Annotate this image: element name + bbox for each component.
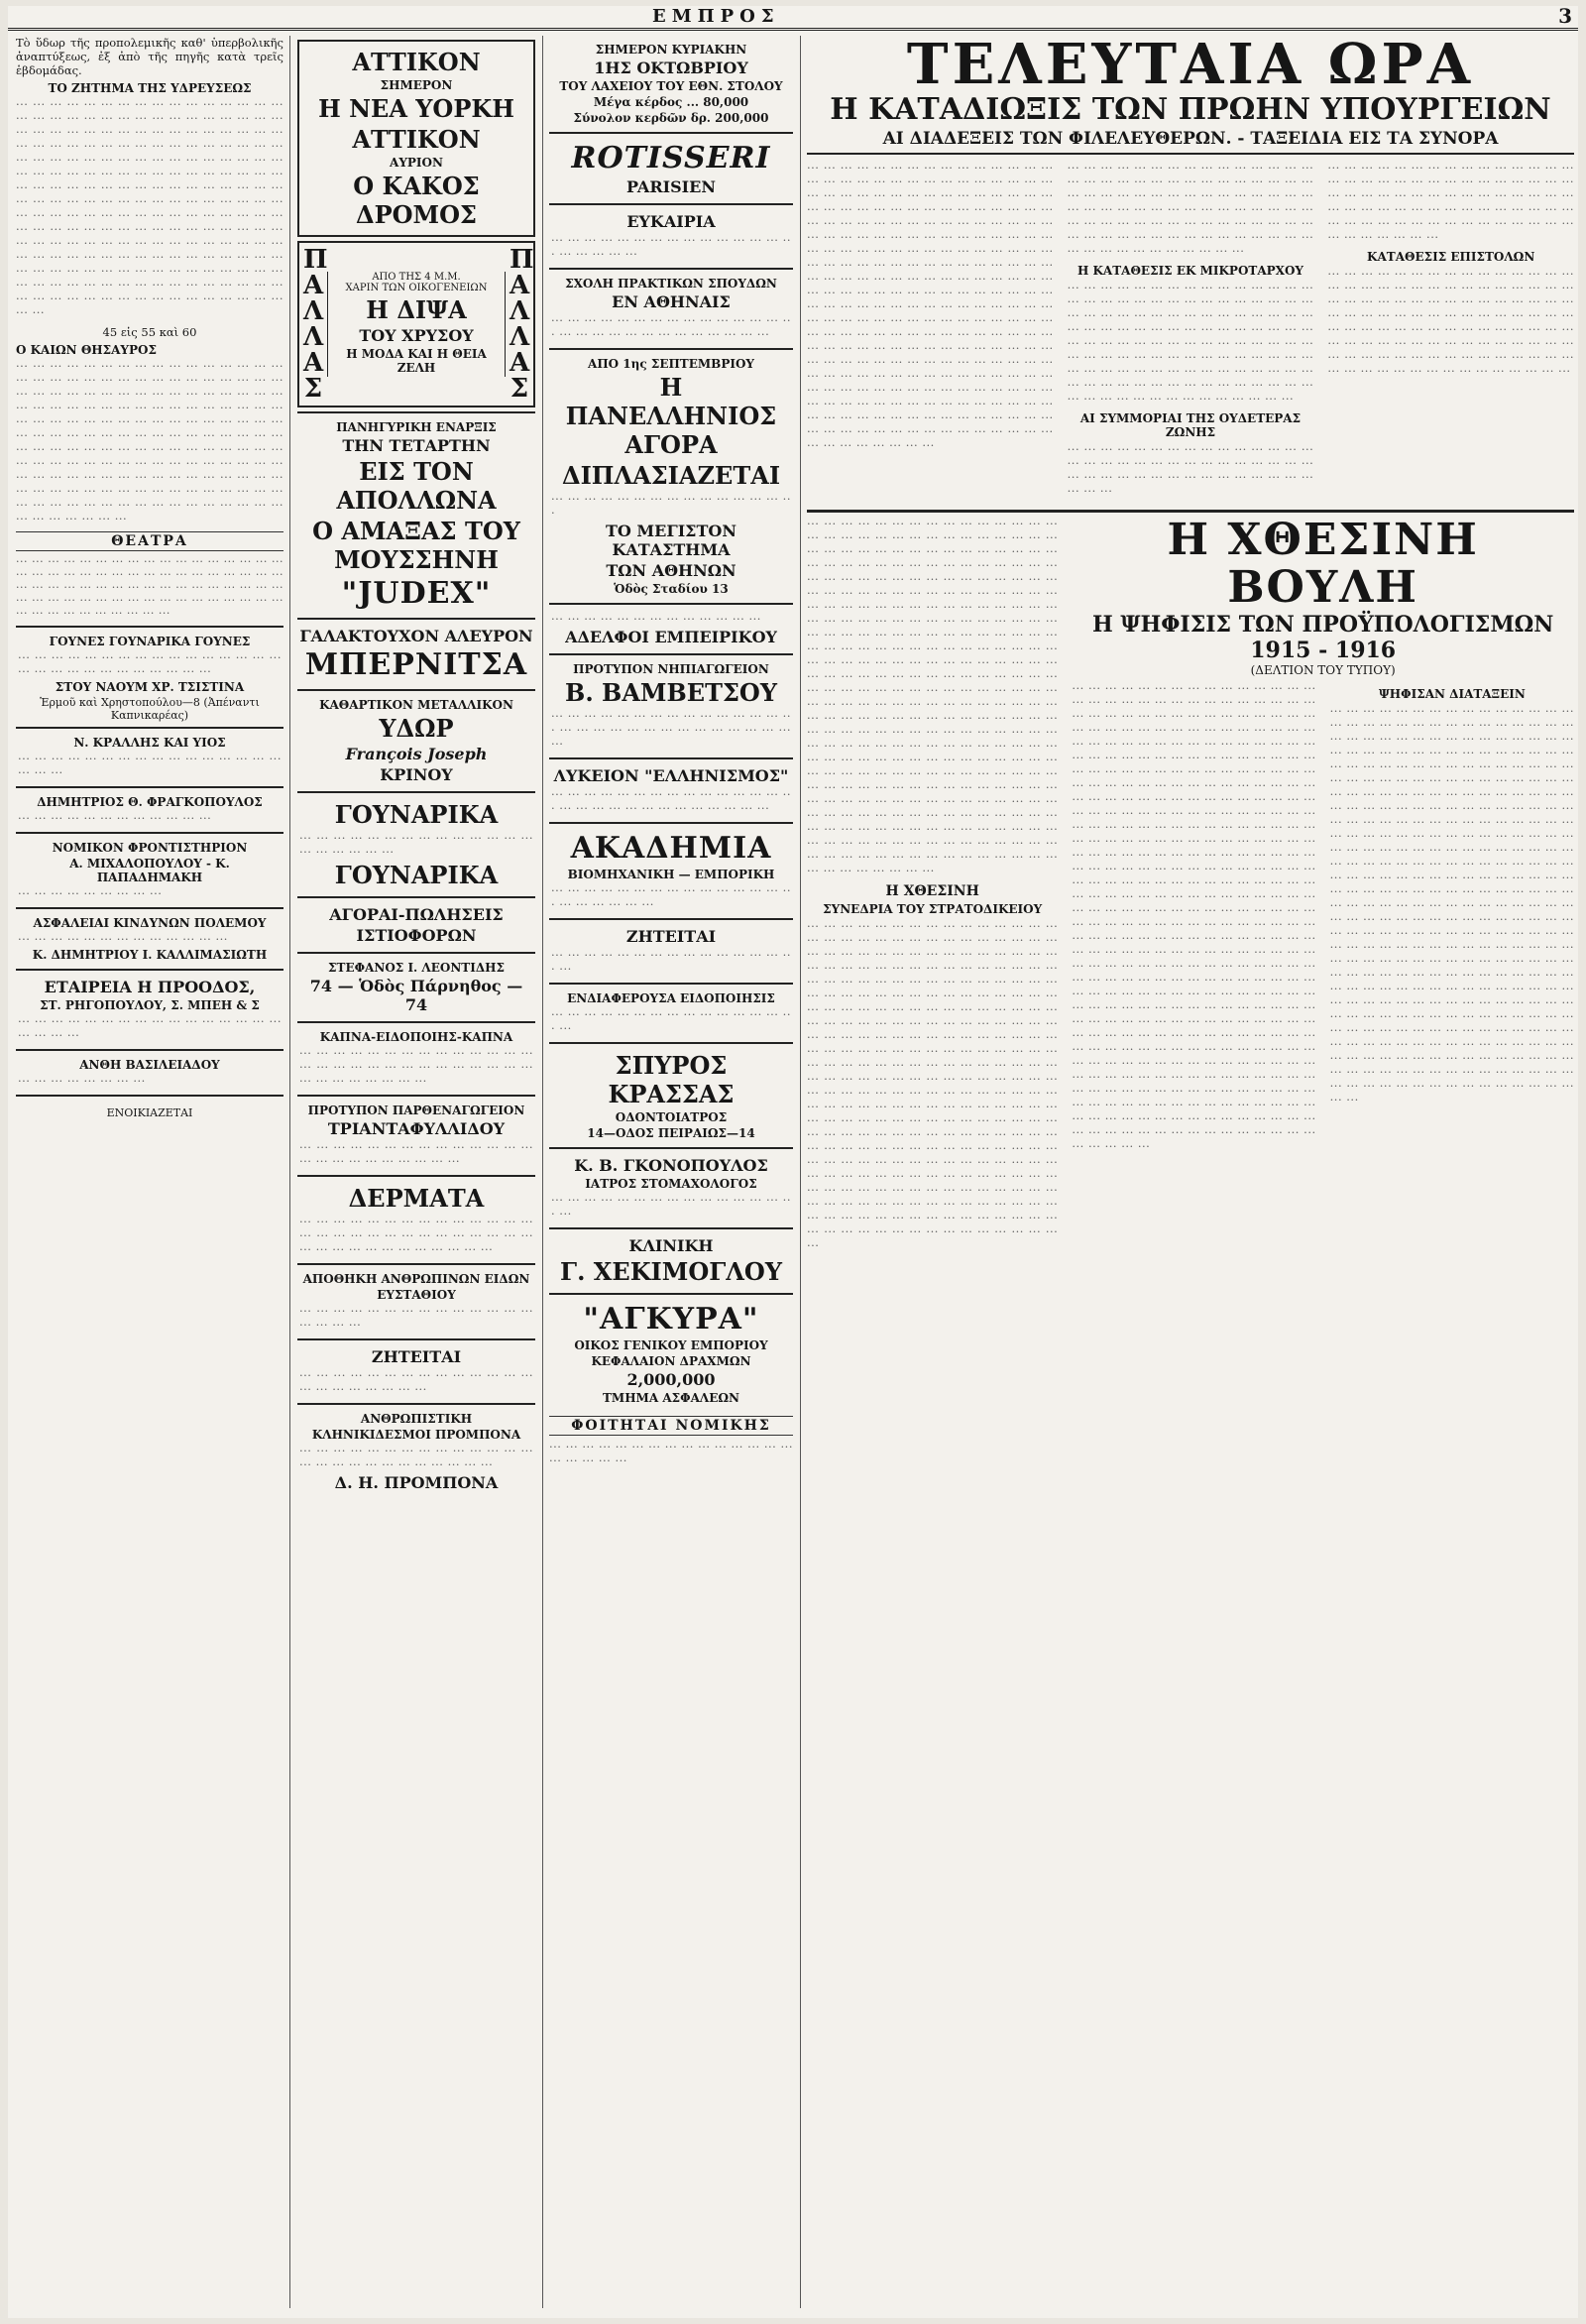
ad-fragkopoulos-body: ··· ··· ··· ··· ··· ··· ··· ··· ··· ··· ··· ··· xyxy=(18,811,212,825)
ad-water-pharmacy: ΚΡΙΝΟΥ xyxy=(380,765,453,784)
parliament-headline: Η ΧΘΕΣΙΝΗ ΒΟΥΛΗ xyxy=(1167,515,1479,613)
ad-prompona-name: Δ. Η. ΠΡΟΜΠΟΝΑ xyxy=(334,1473,499,1492)
ad-frontistirion-names: Α. ΜΙΧΑΛΟΠΟΥΛΟΥ - Κ. ΠΑΠΑΔΗΜΑΚΗ xyxy=(69,857,230,884)
ad-prodos-title: ΕΤΑΙΡΕΙΑ Η ΠΡΟΟΔΟΣ, xyxy=(44,978,256,996)
ad-lottery-today: ΣΗΜΕΡΟΝ ΚΥΡΙΑΚΗΝ xyxy=(595,43,747,57)
ad-clinic-title: ΚΛΙΝΙΚΗ xyxy=(628,1236,714,1255)
column-rule xyxy=(800,36,801,2308)
ad-water-type: ΚΑΘΑΡΤΙΚΟΝ ΜΕΤΑΛΛΙΚΟΝ xyxy=(319,698,513,712)
ad-school-title: ΠΡΟΤΥΠΟΝ ΠΑΡΘΕΝΑΓΩΓΕΙΟΝ xyxy=(307,1104,525,1117)
ad-warehouse-name: ΕΥΣΤΑΘΙΟΥ xyxy=(377,1288,456,1302)
ad-notice xyxy=(549,983,793,1042)
ad-pallas-film: Η ΔΙΨΑ xyxy=(366,295,467,324)
ad-agkyra-amount: 2,000,000 xyxy=(626,1370,716,1389)
ad-leontidis-address: 74 — Ὁδὸς Πάρνηθος — 74 xyxy=(309,977,523,1014)
ad-pallas-cinema xyxy=(297,241,535,407)
ad-furs-shop: ΣΤΟΥ ΝΑΟΥΜ ΧΡ. ΤΣΙΣΤΙΝΑ xyxy=(55,680,245,694)
subhead-symmories: ΑΙ ΣΥΜΜΟΡΙΑΙ ΤΗΣ ΟΥΔΕΤΕΡΑΣ ΖΩΝΗΣ xyxy=(1079,411,1302,439)
ad-lottery-name: ΤΟΥ ΛΑΧΕΙΟΥ ΤΟΥ ΕΘΝ. ΣΤΟΛΟΥ xyxy=(559,79,783,93)
ad-insurance xyxy=(16,907,283,969)
ad-attikon-today: ΣΗΜΕΡΟΝ xyxy=(380,78,453,92)
ad-efkairia-title: ΕΥΚΑΙΡΙΑ xyxy=(626,212,716,231)
ad-notice-body: ··· ··· ··· ··· ··· ··· ··· ··· ··· ··· ··· ··· ··· ··· ··· ··· xyxy=(551,1007,791,1035)
lead-subheadline: Η ΚΑΤΑΔΙΩΞΙΣ ΤΩΝ ΠΡΩΗΝ ΥΠΟΥΡΓΕΙΩΝ xyxy=(830,92,1551,127)
parliament-text-columns xyxy=(1072,681,1574,1159)
ad-clinic-name: Γ. ΧΕΚΙΜΟΓΛΟΥ xyxy=(560,1257,782,1286)
ad-rent-title: ΕΝΟΙΚΙΑΖΕΤΑΙ xyxy=(106,1106,193,1119)
ad-lottery-prize: Μέγα κέρδος ... 80,000 xyxy=(593,95,749,109)
parliament-body: ··· ··· ··· ··· ··· ··· ··· ··· ··· ··· ··· ··· ··· ··· ··· ··· ··· ··· ··· ··· ··· ··· ··· ··· ··· ··· ··· ··· ··· ··· ··· ··· ··· ··· ··· ··· ··· ··· ··· ··· ··· ··· ··· ··· ··· ··· ··· ··· ··· ··· ··· ··· ··· ··· ··· ··· ··· ··· ··· ··· ··· ··· ··· ··· ··· ··· ··· ··· ··· ··· ··· ··· ··· ··· ··· ··· ··· ··· ··· ··· ··· ··· ··· ··· ··· ··· ··· ··· ··· ··· ··· ··· ··· ··· ··· ··· ··· ··· ··· ··· ··· ··· ··· ··· ··· ··· ··· ··· ··· ··· ··· ··· ··· ··· ··· ··· ··· ··· ··· ··· ··· ··· ··· ··· ··· ··· ··· ··· ··· ··· ··· ··· ··· ··· ··· ··· ··· ··· ··· ··· ··· ··· ··· ··· ··· ··· ··· ··· ··· ··· ··· ··· ··· ··· ··· ··· ··· ··· ··· ··· ··· ··· ··· ··· ··· ··· ··· ··· ··· ··· ··· ··· ··· ··· ··· ··· ··· ··· ··· ··· ··· ··· ··· ··· ··· ··· ··· ··· ··· ··· ··· ··· ··· ··· ··· ··· ··· ··· ··· ··· ··· ··· ··· ··· ··· ··· ··· ··· ··· ··· ··· ··· ··· ··· ··· ··· ··· ··· ··· ··· ··· ··· ··· ··· ··· ··· ··· ··· ··· ··· ··· ··· ··· ··· ··· ··· ··· ··· ··· ··· ··· ··· ··· ··· ··· ··· ··· ··· ··· ··· ··· ··· ··· ··· ··· ··· ··· ··· ··· ··· ··· ··· ··· ··· ··· ··· ··· ··· ··· ··· ··· ··· ··· ··· ··· ··· ··· ··· ··· ··· ··· ··· ··· ··· ··· ··· ··· ··· ··· ··· ··· ··· ··· ··· ··· ··· ··· ··· ··· ··· ··· ··· ··· ··· ··· ··· ··· ··· ··· ··· ··· ··· ··· ··· ··· ··· ··· ··· ··· ··· ··· ··· ··· ··· ··· ··· ··· ··· ··· ··· ··· ··· ··· ··· ··· ··· ··· ··· ··· ··· ··· ··· ··· ··· ··· ··· ··· ··· ··· ··· ··· ··· ··· ··· ··· ··· ··· ··· ··· ··· ··· ··· ··· ··· ··· ··· ··· ··· ··· ··· ··· ··· ··· ··· ··· ··· ··· ··· ··· ··· ··· ··· ··· ··· ··· ··· ··· ··· ··· ··· ··· ··· ··· ··· ··· ··· ··· ··· ··· ··· ··· ··· ··· ··· ··· ··· ··· ··· ··· ··· ··· ··· ··· ··· ··· ··· ··· ··· ··· ··· ··· ··· ··· ··· ··· ··· ··· ··· ··· ··· ··· ··· ··· ··· ··· ··· ··· ··· ··· ··· ··· ··· ··· ··· ··· ··· ··· ··· ··· ··· ··· ··· ··· ··· ··· ··· ··· ··· ··· ··· ··· ··· ··· ··· ··· ··· ··· ··· ··· ··· ··· ··· ··· ··· ··· ··· ··· ··· ··· ··· ··· ··· ··· ··· ··· ··· ··· ··· ··· ··· ··· ··· ··· ··· ··· ··· ··· ··· ··· ··· xyxy=(1072,681,1316,1153)
ad-wanted-2-title: ΖΗΤΕΙΤΑΙ xyxy=(625,927,717,946)
ad-pallas-date: ΑΠΟ ΤΗΣ 4 Μ.Μ. xyxy=(372,272,461,283)
newspaper-name: ΕΜΠΡΟΣ xyxy=(652,6,780,27)
ad-empeirikou-body: ··· ··· ··· ··· ··· ··· ··· ··· ··· ··· ··· ··· ··· xyxy=(551,612,761,626)
ad-agora-athens: ΤΩΝ ΑΘΗΝΩΝ xyxy=(606,561,736,580)
ad-agora-doubles: ΔΙΠΛΑΣΙΑΖΕΤΑΙ xyxy=(561,461,781,490)
ad-krassas-name: ΣΠΥΡΟΣ ΚΡΑΣΣΑΣ xyxy=(608,1051,735,1108)
ad-warehouse-title: ΑΠΟΘΗΚΗ ΑΝΘΡΩΠΙΝΩΝ ΕΙΔΩΝ xyxy=(302,1272,530,1286)
ad-bernitsa xyxy=(297,618,535,689)
ad-gkonopoulos xyxy=(549,1147,793,1227)
parliament-left-col xyxy=(807,517,1058,1258)
ad-vasileiadou xyxy=(16,1049,283,1095)
ad-clinic xyxy=(549,1227,793,1293)
lead-story-body: ··· ··· ··· ··· ··· ··· ··· ··· ··· ··· ··· ··· ··· ··· ··· ··· ··· ··· ··· ··· ··· ··· ··· ··· ··· ··· ··· ··· ··· ··· ··· ··· ··· ··· ··· ··· ··· ··· ··· ··· ··· ··· ··· ··· ··· ··· ··· ··· ··· ··· ··· ··· ··· ··· ··· ··· ··· ··· ··· ··· ··· ··· ··· ··· ··· ··· ··· ··· ··· ··· ··· ··· ··· ··· ··· ··· ··· ··· ··· ··· ··· ··· ··· ··· ··· ··· ··· ··· ··· ··· ··· ··· ··· ··· ··· ··· ··· ··· ··· ··· ··· ··· ··· ··· ··· ··· ··· ··· ··· ··· ··· ··· ··· ··· ··· ··· ··· ··· ··· ··· ··· ··· ··· ··· ··· ··· ··· ··· ··· ··· ··· ··· ··· ··· xyxy=(1067,281,1314,406)
lead-story-col-1 xyxy=(807,161,1054,504)
ad-krallis-body: ··· ··· ··· ··· ··· ··· ··· ··· ··· ··· ··· ··· ··· ··· ··· ··· ··· ··· ··· xyxy=(18,752,282,779)
ad-furs xyxy=(16,626,283,727)
ad-pallas-film-2: ΤΟΥ ΧΡΥΣΟΥ xyxy=(359,326,474,345)
ad-gounarika xyxy=(297,791,535,896)
ad-leontidis-name: ΣΤΕΦΑΝΟΣ Ι. ΛΕΟΝΤΙΔΗΣ xyxy=(328,961,505,975)
parliament-right-col xyxy=(1072,517,1574,1258)
ad-efkairia xyxy=(549,203,793,268)
lead-story-col-2 xyxy=(1068,161,1314,504)
ad-girls-school xyxy=(297,1095,535,1175)
ad-rotisserie-title: ROTISSERI xyxy=(571,141,771,175)
lead-subheadline-2: ΑΙ ΔΙΑΔΕΞΕΙΣ ΤΩΝ ΦΙΛΕΛΕΥΘΕΡΩΝ. - ΤΑΞΕΙΔΙΑ ΕΙΣ ΤΑ ΣΥΝΟΡΑ xyxy=(807,129,1574,155)
article-title-water: ΤΟ ΖΗΤΗΜΑ ΤΗΣ ΥΔΡΕΥΣΕΩΣ xyxy=(48,81,252,95)
ad-wanted-title: ΖΗΤΕΙΤΑΙ xyxy=(371,1347,462,1366)
ad-bernitsa-product: ΓΑΛΑΚΤΟΥΧΟΝ ΑΛΕΥΡΟΝ xyxy=(299,627,533,645)
lead-story-columns xyxy=(807,161,1574,504)
article-title-treasure: Ο ΚΑΙΩΝ ΘΗΣΑΥΡΟΣ xyxy=(16,343,157,357)
ad-pallas-line: ΧΑΡΙΝ ΤΩΝ ΟΙΚΟΓΕΝΕΙΩΝ xyxy=(345,283,488,293)
ad-prompona-body: ··· ··· ··· ··· ··· ··· ··· ··· ··· ··· ··· ··· ··· ··· ··· ··· ··· ··· ··· ··· ··· ··· ··· ··· ··· ··· xyxy=(299,1444,533,1471)
ad-agkyra-capital: ΚΕΦΑΛΑΙΟΝ ΔΡΑΧΜΩΝ xyxy=(591,1354,751,1368)
ad-agora-title: Η ΠΑΝΕΛΛΗΝΙΟΣ ΑΓΟΡΑ xyxy=(565,373,777,459)
ad-academy xyxy=(549,822,793,918)
ad-dermata-body: ··· ··· ··· ··· ··· ··· ··· ··· ··· ··· ··· ··· ··· ··· ··· ··· ··· ··· ··· ··· ··· ··· ··· ··· ··· ··· ··· ··· ··· ··· ··· ··· ··· ··· ··· ··· ··· ··· ··· ··· xyxy=(299,1215,533,1256)
ad-rent xyxy=(16,1095,283,1125)
masthead xyxy=(8,6,1578,31)
article-intro: Τὸ ὕδωρ τῆς προπολεμικῆς καθ' ὑπερβολικῆς ἀναπτύξεως, ἐξ ἀπὸ τῆς πηγῆς κατὰ τρεῖς ἑβδομάδας. xyxy=(16,36,283,77)
stratodikeio-title-1: Η ΧΘΕΣΙΝΗ xyxy=(885,883,979,899)
lead-story-body: ··· ··· ··· ··· ··· ··· ··· ··· ··· ··· ··· ··· ··· ··· ··· ··· ··· ··· ··· ··· ··· ··· ··· ··· ··· ··· ··· ··· ··· ··· ··· ··· ··· ··· ··· ··· ··· ··· ··· ··· ··· ··· ··· ··· ··· ··· ··· ··· xyxy=(1067,442,1314,498)
ad-prompona xyxy=(297,1403,535,1499)
article-body: ··· ··· ··· ··· ··· ··· ··· ··· ··· ··· ··· ··· ··· ··· ··· ··· ··· ··· ··· ··· ··· ··· ··· ··· ··· ··· ··· ··· ··· ··· ··· ··· ··· ··· ··· ··· ··· ··· ··· ··· ··· ··· ··· ··· ··· ··· ··· ··· ··· ··· ··· ··· ··· ··· ··· ··· ··· ··· ··· ··· ··· ··· ··· ··· ··· ··· ··· ··· ··· ··· ··· ··· ··· ··· ··· ··· ··· ··· ··· ··· ··· ··· ··· ··· ··· ··· ··· ··· ··· ··· ··· ··· ··· ··· ··· ··· ··· ··· ··· ··· ··· ··· ··· ··· ··· ··· ··· ··· ··· ··· ··· ··· ··· ··· ··· ··· ··· ··· ··· ··· ··· ··· ··· ··· ··· ··· ··· ··· ··· ··· ··· ··· ··· ··· ··· ··· ··· ··· ··· ··· ··· ··· ··· ··· ··· ··· ··· ··· ··· ··· ··· ··· ··· ··· ··· ··· ··· ··· ··· ··· ··· ··· ··· ··· ··· ··· ··· ··· ··· ··· ··· ··· ··· ··· ··· ··· ··· ··· ··· ··· ··· ··· ··· xyxy=(16,359,283,525)
ad-pallas-letters: Π Α Λ Λ Α Σ xyxy=(303,245,328,404)
article-law-students: ··· ··· ··· ··· ··· ··· ··· ··· ··· ··· ··· ··· ··· ··· ··· ··· ··· ··· ··· ··· xyxy=(549,1440,793,1467)
ad-gkonopoulos-title: ΙΑΤΡΟΣ ΣΤΟΜΑΧΟΛΟΓΟΣ xyxy=(585,1177,757,1191)
article-body: ··· ··· ··· ··· ··· ··· ··· ··· ··· ··· ··· ··· ··· ··· ··· ··· ··· ··· ··· ··· ··· ··· ··· ··· ··· ··· ··· ··· ··· ··· ··· ··· ··· ··· ··· ··· ··· ··· ··· ··· ··· ··· ··· ··· ··· ··· ··· ··· ··· ··· ··· ··· ··· ··· ··· ··· ··· ··· ··· ··· ··· ··· ··· ··· ··· ··· ··· ··· ··· ··· ··· ··· ··· ··· ··· ··· ··· ··· ··· ··· ··· ··· ··· ··· ··· ··· ··· ··· ··· ··· ··· ··· ··· ··· ··· ··· ··· ··· ··· ··· ··· ··· ··· ··· ··· ··· ··· ··· ··· ··· ··· ··· ··· ··· ··· ··· ··· ··· ··· ··· ··· ··· ··· ··· ··· ··· ··· ··· ··· ··· ··· ··· ··· ··· ··· ··· ··· ··· ··· ··· ··· ··· ··· ··· ··· ··· ··· ··· ··· ··· ··· ··· ··· ··· ··· ··· ··· ··· ··· ··· ··· ··· ··· ··· ··· ··· ··· ··· ··· ··· ··· ··· ··· ··· ··· ··· ··· ··· ··· ··· ··· ··· ··· ··· ··· ··· ··· ··· ··· ··· ··· ··· ··· ··· ··· ··· ··· ··· ··· ··· ··· ··· ··· ··· ··· ··· ··· ··· ··· ··· ··· ··· ··· ··· ··· ··· ··· ··· ··· ··· ··· ··· ··· ··· ··· ··· ··· ··· ··· ··· ··· ··· ··· ··· ··· ··· ··· ··· ··· ··· ··· ··· xyxy=(16,97,283,319)
ad-apollon-opening: ΠΑΝΗΓΥΡΙΚΗ ΕΝΑΡΞΙΣ xyxy=(336,420,497,434)
parliament-note: (ΔΕΛΤΙΟΝ ΤΟΥ ΤΥΠΟΥ) xyxy=(1250,663,1396,677)
ad-wanted-2-body: ··· ··· ··· ··· ··· ··· ··· ··· ··· ··· ··· ··· ··· ··· ··· ··· xyxy=(551,948,791,976)
ad-agkyra-title: "ΑΓΚΥΡΑ" xyxy=(583,1302,759,1336)
ad-sailboats xyxy=(297,896,535,952)
ad-vasileiadou-body: ··· ··· ··· ··· ··· ··· ··· ··· xyxy=(18,1074,146,1088)
ad-frontistirion xyxy=(16,832,283,907)
ad-agkyra xyxy=(549,1293,793,1412)
ad-academy-body: ··· ··· ··· ··· ··· ··· ··· ··· ··· ··· ··· ··· ··· ··· ··· ··· ··· ··· ··· ··· ··· xyxy=(551,883,791,911)
ad-practical-school xyxy=(549,268,793,348)
ad-attikon-film: Η ΝΕΑ ΥΟΡΚΗ xyxy=(318,94,514,123)
ad-agkyra-sub: ΟΙΚΟΣ ΓΕΝΙΚΟΥ ΕΜΠΟΡΙΟΥ xyxy=(574,1338,768,1352)
stat-line: 45 εἰς 55 καὶ 60 xyxy=(102,325,197,339)
ad-water-title: ΥΔΩΡ xyxy=(379,714,454,743)
lead-story-area xyxy=(807,36,1574,2308)
ad-agora-address: Ὁδὸς Σταδίου 13 xyxy=(614,582,729,596)
ad-academy-sub: ΒΙΟΜΗΧΑΝΙΚΗ — ΕΜΠΟΡΙΚΗ xyxy=(567,868,775,881)
lead-story-col-3 xyxy=(1327,161,1574,504)
ad-pallas-film-3: Η ΜΟΔΑ ΚΑΙ Η ΘΕΙΑ ΖΕΛΗ xyxy=(346,347,487,375)
lead-story-body: ··· ··· ··· ··· ··· ··· ··· ··· ··· ··· ··· ··· ··· ··· ··· ··· ··· ··· ··· ··· ··· ··· ··· ··· ··· ··· ··· ··· ··· ··· ··· ··· ··· ··· ··· ··· ··· ··· ··· ··· ··· ··· ··· ··· ··· ··· ··· ··· ··· ··· ··· ··· ··· ··· ··· ··· ··· ··· ··· ··· ··· ··· ··· ··· ··· ··· ··· ··· ··· ··· ··· ··· ··· ··· ··· ··· ··· ··· ··· ··· ··· ··· ··· ··· ··· ··· ··· ··· ··· ··· ··· ··· ··· ··· ··· ··· ··· ··· ··· ··· ··· xyxy=(1067,161,1314,258)
ad-school-body: ··· ··· ··· ··· ··· ··· ··· ··· ··· ··· ··· ··· ··· ··· ··· ··· ··· ··· ··· ··· ··· ··· ··· ··· xyxy=(299,1140,533,1168)
ad-gkonopoulos-body: ··· ··· ··· ··· ··· ··· ··· ··· ··· ··· ··· ··· ··· ··· ··· ··· xyxy=(551,1193,791,1220)
ad-fragkopoulos-title: ΔΗΜΗΤΡΙΟΣ Θ. ΦΡΑΓΚΟΠΟΥΛΟΣ xyxy=(37,795,263,809)
ad-judex: "JUDEX" xyxy=(341,576,492,611)
ad-pallas-letters-right: Π Α Λ Λ Α Σ xyxy=(510,245,534,404)
ad-kindergarten-name: Β. ΒΑΜΒΕΤΣΟΥ xyxy=(565,678,777,707)
ad-attikon-tomorrow: ΑΥΡΙΟΝ xyxy=(390,156,443,170)
ad-sailboats-sub: ΙΣΤΙΟΦΟΡΩΝ xyxy=(356,926,477,945)
ad-school-name: ΤΡΙΑΝΤΑΦΥΛΛΙΔΟΥ xyxy=(327,1119,506,1138)
ad-gkonopoulos-name: Κ. Β. ΓΚΟΝΟΠΟΥΛΟΣ xyxy=(574,1156,768,1175)
ad-vasileiadou-title: ΑΝΘΗ ΒΑΣΙΛΕΙΑΔΟΥ xyxy=(79,1058,220,1072)
ad-attikon-cinema xyxy=(297,40,535,237)
ad-lyceum-body: ··· ··· ··· ··· ··· ··· ··· ··· ··· ··· ··· ··· ··· ··· ··· ··· ··· ··· ··· ··· ··· ··· ··· ··· ··· ··· ··· ··· xyxy=(551,787,791,815)
lead-story-body: ··· ··· ··· ··· ··· ··· ··· ··· ··· ··· ··· ··· ··· ··· ··· ··· ··· ··· ··· ··· ··· ··· ··· ··· ··· ··· ··· ··· ··· ··· ··· ··· ··· ··· ··· ··· ··· ··· ··· ··· ··· ··· ··· ··· ··· ··· ··· ··· ··· ··· ··· ··· ··· ··· ··· ··· ··· ··· ··· ··· ··· ··· ··· ··· ··· ··· ··· ··· ··· ··· ··· ··· ··· ··· ··· ··· ··· ··· ··· ··· ··· ··· ··· ··· ··· ··· ··· ··· ··· ··· ··· ··· ··· ··· ··· ··· ··· ··· ··· ··· ··· ··· ··· ··· ··· ··· ··· ··· ··· ··· ··· ··· ··· ··· ··· ··· ··· ··· ··· ··· xyxy=(1327,267,1574,378)
column-2 xyxy=(297,36,535,2308)
ad-sailboats-title: ΑΓΟΡΑΙ-ΠΩΛΗΣΕΙΣ xyxy=(329,905,504,924)
ad-attikon-title: ΑΤΤΙΚΟΝ xyxy=(352,48,481,76)
lead-headline: ΤΕΛΕΥΤΑΙΑ ΩΡΑ xyxy=(906,36,1475,97)
column-1 xyxy=(16,36,283,2308)
ad-practical-city: ΕΝ ΑΘΗΝΑΙΣ xyxy=(612,292,731,311)
ad-insurance-body: ··· ··· ··· ··· ··· ··· ··· ··· ··· ··· ··· ··· ··· xyxy=(18,932,228,946)
column-rule xyxy=(289,36,290,2308)
ad-rotisserie xyxy=(549,132,793,203)
ad-kindergarten xyxy=(549,653,793,757)
ad-frontistirion-body: ··· ··· ··· ··· ··· ··· ··· ··· ··· xyxy=(18,886,163,900)
ad-lottery-total: Σύνολον κερδῶν δρ. 200,000 xyxy=(573,111,769,125)
ad-wanted xyxy=(297,1338,535,1403)
stratodikeio-title-2: ΣΥΝΕΔΡΙΑ ΤΟΥ ΣΤΡΑΤΟΔΙΚΕΙΟΥ xyxy=(823,902,1043,916)
column-rule xyxy=(542,36,543,2308)
ad-krallis-title: Ν. ΚΡΑΛΛΗΣ ΚΑΙ ΥΙΟΣ xyxy=(73,736,226,750)
theatre-listings: ··· ··· ··· ··· ··· ··· ··· ··· ··· ··· ··· ··· ··· ··· ··· ··· ··· ··· ··· ··· ··· ··· ··· ··· ··· ··· ··· ··· ··· ··· ··· ··· ··· ··· ··· ··· ··· ··· ··· ··· ··· ··· ··· ··· ··· ··· ··· ··· ··· ··· ··· ··· ··· ··· ··· ··· ··· ··· ··· ··· ··· ··· ··· ··· ··· ··· ··· ··· ··· ··· ··· ··· ··· ··· ··· ··· ··· ··· xyxy=(16,555,283,620)
ad-attikon-film-2: Ο ΚΑΚΟΣ ΔΡΟΜΟΣ xyxy=(353,172,480,229)
page-number: 3 xyxy=(1558,6,1572,28)
ad-tobacco xyxy=(297,1021,535,1095)
subhead-katatheseis: ΚΑΤΑΘΕΣΙΣ ΕΠΙΣΤΟΛΩΝ xyxy=(1367,250,1535,264)
ad-kindergarten-body: ··· ··· ··· ··· ··· ··· ··· ··· ··· ··· ··· ··· ··· ··· ··· ··· ··· ··· ··· ··· ··· ··· ··· ··· ··· ··· ··· ··· ··· ··· xyxy=(551,709,791,751)
ad-apollon-wednesday: ΤΗΝ ΤΕΤΑΡΤΗΝ xyxy=(342,436,491,455)
ad-warehouse-body: ··· ··· ··· ··· ··· ··· ··· ··· ··· ··· ··· ··· ··· ··· ··· ··· ··· ··· xyxy=(299,1304,533,1332)
ad-wanted-body: ··· ··· ··· ··· ··· ··· ··· ··· ··· ··· ··· ··· ··· ··· ··· ··· ··· ··· ··· ··· ··· ··· xyxy=(299,1368,533,1396)
parliament-section xyxy=(807,510,1574,1258)
section-law-students: ΦΟΙΤΗΤΑΙ ΝΟΜΙΚΗΣ xyxy=(549,1416,793,1436)
ad-krassas-address: 14—ΟΔΟΣ ΠΕΙΡΑΙΩΣ—14 xyxy=(587,1126,755,1140)
stratodikeio-body-2: ··· ··· ··· ··· ··· ··· ··· ··· ··· ··· ··· ··· ··· ··· ··· ··· ··· ··· ··· ··· ··· ··· ··· ··· ··· ··· ··· ··· ··· ··· ··· ··· ··· ··· ··· ··· ··· ··· ··· ··· ··· ··· ··· ··· ··· ··· ··· ··· ··· ··· ··· ··· ··· ··· ··· ··· ··· ··· ··· ··· ··· ··· ··· ··· ··· ··· ··· ··· ··· ··· ··· ··· ··· ··· ··· ··· ··· ··· ··· ··· ··· ··· ··· ··· ··· ··· ··· ··· ··· ··· ··· ··· ··· ··· ··· ··· ··· ··· ··· ··· ··· ··· ··· ··· ··· ··· ··· ··· ··· ··· ··· ··· ··· ··· ··· ··· ··· ··· ··· ··· ··· ··· ··· ··· ··· ··· ··· ··· ··· ··· ··· ··· ··· ··· ··· ··· ··· ··· ··· ··· ··· ··· ··· ··· ··· ··· ··· ··· ··· ··· ··· ··· ··· ··· ··· ··· ··· ··· ··· ··· ··· ··· ··· ··· ··· ··· ··· ··· ··· ··· ··· ··· ··· ··· ··· ··· ··· ··· ··· ··· ··· ··· ··· ··· ··· ··· ··· ··· ··· ··· ··· ··· ··· ··· ··· ··· ··· ··· ··· ··· ··· ··· ··· ··· ··· ··· ··· ··· ··· ··· ··· ··· ··· ··· ··· ··· ··· ··· ··· ··· ··· ··· ··· ··· ··· ··· ··· ··· ··· ··· ··· ··· ··· ··· ··· ··· ··· ··· ··· ··· ··· ··· ··· ··· ··· ··· ··· ··· ··· ··· ··· ··· ··· ··· ··· ··· ··· ··· ··· ··· ··· ··· ··· ··· ··· ··· ··· ··· ··· ··· ··· ··· ··· ··· ··· ··· ··· ··· ··· ··· ··· ··· ··· ··· ··· ··· ··· ··· ··· ··· ··· ··· ··· ··· ··· ··· ··· ··· ··· ··· ··· ··· ··· ··· ··· ··· ··· ··· ··· ··· ··· ··· ··· ··· ··· ··· ··· ··· ··· ··· ··· ··· ··· ··· ··· ··· ··· ··· ··· ··· ··· ··· ··· ··· ··· ··· ··· ··· ··· ··· ··· ··· ··· ··· ··· ··· xyxy=(807,919,1059,1252)
ad-prompona-pre: ΑΝΘΡΩΠΙΣΤΙΚΗ xyxy=(360,1412,473,1426)
ad-warehouse xyxy=(297,1263,535,1338)
lead-story-body: ··· ··· ··· ··· ··· ··· ··· ··· ··· ··· ··· ··· ··· ··· ··· ··· ··· ··· ··· ··· ··· ··· ··· ··· ··· ··· ··· ··· ··· ··· ··· ··· ··· ··· ··· ··· ··· ··· ··· ··· ··· ··· ··· ··· ··· ··· ··· ··· ··· ··· ··· ··· ··· ··· ··· ··· ··· ··· ··· ··· ··· ··· ··· ··· ··· ··· ··· ··· ··· ··· ··· ··· ··· ··· ··· ··· ··· ··· ··· ··· ··· ··· ··· ··· ··· ··· ··· ··· ··· ··· ··· ··· ··· ··· ··· ··· ··· ··· ··· ··· ··· ··· ··· ··· ··· ··· ··· ··· ··· ··· ··· ··· ··· ··· ··· ··· ··· ··· ··· ··· ··· ··· ··· ··· ··· ··· ··· ··· ··· ··· ··· ··· ··· ··· ··· ··· ··· ··· ··· ··· ··· ··· ··· ··· ··· ··· ··· ··· ··· ··· ··· ··· ··· ··· ··· ··· ··· ··· ··· ··· ··· ··· ··· ··· ··· ··· ··· ··· ··· ··· ··· ··· ··· ··· ··· ··· ··· ··· ··· ··· ··· ··· ··· ··· ··· ··· ··· ··· ··· ··· ··· ··· ··· ··· ··· ··· ··· ··· ··· ··· ··· ··· ··· ··· ··· ··· ··· ··· ··· ··· ··· ··· ··· ··· ··· ··· ··· ··· ··· ··· ··· ··· ··· ··· ··· ··· ··· ··· ··· ··· ··· ··· ··· ··· ··· ··· ··· ··· ··· ··· ··· ··· ··· ··· ··· ··· ··· ··· ··· ··· ··· ··· ··· ··· ··· ··· ··· ··· ··· ··· ··· ··· ··· ··· ··· ··· ··· ··· ··· ··· ··· ··· ··· ··· ··· ··· ··· ··· ··· ··· ··· ··· ··· ··· ··· ··· ··· ··· ··· ··· ··· ··· ··· ··· ··· ··· ··· ··· ··· ··· ··· ··· ··· ··· ··· ··· ··· ··· xyxy=(807,161,1054,452)
ad-empeirikou xyxy=(549,603,793,653)
ad-krassas-dentist xyxy=(549,1042,793,1147)
ad-lottery-date: 1ΗΣ ΟΚΤΩΒΡΙΟΥ xyxy=(594,58,748,77)
ad-agora-body: ··· ··· ··· ··· ··· ··· ··· ··· ··· ··· ··· ··· ··· ··· ··· xyxy=(551,492,791,520)
newspaper-page xyxy=(8,6,1578,2318)
ad-prompona-title: ΚΛΗΝΙΚΙΔΕΣΜΟΙ ΠΡΟΜΠΟΝΑ xyxy=(311,1428,521,1442)
ad-tobacco-title: ΚΑΠΝΑ-ΕΙΔΟΠΟΙΗΣ-ΚΑΠΝΑ xyxy=(319,1030,513,1044)
parliament-body: ··· ··· ··· ··· ··· ··· ··· ··· ··· ··· ··· ··· ··· ··· ··· ··· ··· ··· ··· ··· ··· ··· ··· ··· ··· ··· ··· ··· ··· ··· ··· ··· ··· ··· ··· ··· ··· ··· ··· ··· ··· ··· ··· ··· ··· ··· ··· ··· ··· ··· ··· ··· ··· ··· ··· ··· ··· ··· ··· ··· ··· ··· ··· ··· ··· ··· ··· ··· ··· ··· ··· ··· ··· ··· ··· ··· ··· ··· ··· ··· ··· ··· ··· ··· ··· ··· ··· ··· ··· ··· ··· ··· ··· ··· ··· ··· ··· ··· ··· ··· ··· ··· ··· ··· ··· ··· ··· ··· ··· ··· ··· ··· ··· ··· ··· ··· ··· ··· ··· ··· ··· ··· ··· ··· ··· ··· ··· ··· ··· ··· ··· ··· ··· ··· ··· ··· ··· ··· ··· ··· ··· ··· ··· ··· ··· ··· ··· ··· ··· ··· ··· ··· ··· ··· ··· ··· ··· ··· ··· ··· ··· ··· ··· ··· ··· ··· ··· ··· ··· ··· ··· ··· ··· ··· ··· ··· ··· ··· ··· ··· ··· ··· ··· ··· ··· ··· ··· ··· ··· ··· ··· ··· ··· ··· ··· ··· ··· ··· ··· ··· ··· ··· ··· ··· ··· ··· ··· ··· ··· ··· ··· ··· ··· ··· ··· ··· ··· ··· ··· ··· ··· ··· ··· ··· ··· ··· ··· ··· ··· ··· ··· ··· ··· ··· ··· ··· ··· ··· ··· ··· ··· ··· ··· ··· ··· ··· ··· ··· ··· ··· ··· ··· ··· ··· ··· ··· ··· ··· ··· ··· ··· ··· ··· ··· ··· ··· ··· ··· ··· ··· ··· ··· ··· ··· ··· ··· ··· ··· ··· ··· ··· ··· ··· ··· ··· ··· ··· ··· ··· ··· ··· ··· ··· ··· ··· ··· ··· ··· ··· ··· ··· ··· ··· ··· ··· ··· ··· ··· ··· ··· ··· ··· ··· ··· ··· ··· ··· ··· ··· ··· ··· ··· ··· ··· ··· ··· ··· ··· ··· ··· ··· ··· ··· ··· ··· ··· ··· ··· ··· ··· ··· ··· ··· ··· ··· ··· ··· ··· ··· ··· ··· ··· ··· ··· ··· ··· ··· ··· ··· ··· ··· ··· ··· ··· ··· ··· ··· ··· ··· ··· ··· ··· ··· ··· ··· ··· ··· ··· ··· ··· ··· ··· ··· ··· ··· ··· ··· ··· ··· ··· ··· ··· ··· ··· ··· ··· ··· ··· ··· ··· ··· ··· ··· ··· ··· ··· ··· ··· ··· ··· ··· ··· ··· ··· ··· ··· ··· ··· ··· ··· ··· ··· xyxy=(1329,704,1574,1106)
ad-lyceum-title: ΛΥΚΕΙΟΝ "ΕΛΛΗΝΙΣΜΟΣ" xyxy=(553,766,789,785)
ad-empeirikou-title: ΑΔΕΛΦΟΙ ΕΜΠΕΙΡΙΚΟΥ xyxy=(565,628,777,646)
ad-practical-title: ΣΧΟΛΗ ΠΡΑΚΤΙΚΩΝ ΣΠΟΥΔΩΝ xyxy=(565,277,777,290)
subhead-kataxis: Η ΚΑΤΑΘΕΣΙΣ ΕΚ ΜΙΚΡΟΤΑΡΧΟΥ xyxy=(1076,264,1303,278)
ad-apollon-title: ΕΙΣ ΤΟΝ ΑΠΟΛΛΩΝΑ xyxy=(336,457,497,515)
ad-furs-address: Ἑρμοῦ καὶ Χρηστοπούλου—8 (Ἀπέναντι Καπνικαρέας) xyxy=(40,696,260,722)
ad-furs-body: ··· ··· ··· ··· ··· ··· ··· ··· ··· ··· ··· ··· ··· ··· ··· ··· ··· ··· ··· ··· ··· ··· ··· ··· ··· ··· ··· ··· xyxy=(18,650,282,678)
theatre-section-title: ΘΕΑΤΡΑ xyxy=(16,531,283,551)
parliament-col-b xyxy=(1330,681,1574,1159)
ad-leontidis xyxy=(297,952,535,1021)
ad-bernitsa-title: ΜΠΕΡΝΙΤΣΑ xyxy=(304,647,528,682)
ad-gounarika-body: ··· ··· ··· ··· ··· ··· ··· ··· ··· ··· ··· ··· ··· ··· ··· ··· ··· ··· ··· ··· xyxy=(299,831,533,859)
ad-panellinios-agora xyxy=(549,348,793,603)
parliament-subheadline: Η ΨΗΦΙΣΙΣ ΤΩΝ ΠΡΟΫΠΟΛΟΓΙΣΜΩΝ 1915 - 1916 xyxy=(1091,612,1554,663)
ad-dermata-title: ΔΕΡΜΑΤΑ xyxy=(348,1184,485,1213)
ad-water-brand: François Joseph xyxy=(345,745,488,763)
ad-efkairia-body: ··· ··· ··· ··· ··· ··· ··· ··· ··· ··· ··· ··· ··· ··· ··· ··· ··· ··· ··· ··· xyxy=(551,233,791,261)
ad-prodos-names: ΣΤ. ΡΗΓΟΠΟΥΛΟΥ, Σ. ΜΠΕΗ & Σ xyxy=(40,998,260,1012)
stratodikeio-body: ··· ··· ··· ··· ··· ··· ··· ··· ··· ··· ··· ··· ··· ··· ··· ··· ··· ··· ··· ··· ··· ··· ··· ··· ··· ··· ··· ··· ··· ··· ··· ··· ··· ··· ··· ··· ··· ··· ··· ··· ··· ··· ··· ··· ··· ··· ··· ··· ··· ··· ··· ··· ··· ··· ··· ··· ··· ··· ··· ··· ··· ··· ··· ··· ··· ··· ··· ··· ··· ··· ··· ··· ··· ··· ··· ··· ··· ··· ··· ··· ··· ··· ··· ··· ··· ··· ··· ··· ··· ··· ··· ··· ··· ··· ··· ··· ··· ··· ··· ··· ··· ··· ··· ··· ··· ··· ··· ··· ··· ··· ··· ··· ··· ··· ··· ··· ··· ··· ··· ··· ··· ··· ··· ··· ··· ··· ··· ··· ··· ··· ··· ··· ··· ··· ··· ··· ··· ··· ··· ··· ··· ··· ··· ··· ··· ··· ··· ··· ··· ··· ··· ··· ··· ··· ··· ··· ··· ··· ··· ··· ··· ··· ··· ··· ··· ··· ··· ··· ··· ··· ··· ··· ··· ··· ··· ··· ··· ··· ··· ··· ··· ··· ··· ··· ··· ··· ··· ··· ··· ··· ··· ··· ··· ··· ··· ··· ··· ··· ··· ··· ··· ··· ··· ··· ··· ··· ··· ··· ··· ··· ··· ··· ··· ··· ··· ··· ··· ··· ··· ··· ··· ··· ··· ··· ··· ··· ··· ··· ··· ··· ··· ··· ··· ··· ··· ··· ··· ··· ··· ··· ··· ··· ··· ··· ··· ··· ··· ··· ··· ··· ··· ··· ··· ··· ··· ··· ··· ··· ··· ··· ··· ··· ··· ··· ··· ··· ··· ··· ··· ··· ··· ··· ··· ··· ··· ··· ··· ··· ··· ··· ··· ··· ··· ··· ··· ··· ··· ··· ··· ··· ··· ··· ··· ··· ··· ··· ··· ··· ··· ··· ··· ··· ··· ··· ··· ··· ··· ··· ··· ··· ··· ··· ··· ··· ··· ··· ··· ··· ··· ··· ··· ··· ··· ··· ··· ··· ··· ··· ··· ··· ··· ··· ··· ··· ··· ··· ··· ··· ··· ··· ··· ··· ··· ··· ··· ··· ··· ··· ··· ··· ··· ··· ··· ··· ··· ··· ··· ··· ··· ··· ··· ··· ··· ··· ··· ··· ··· ··· ··· ··· ··· ··· ··· ··· ··· ··· ··· ··· ··· ··· ··· ··· ··· xyxy=(807,517,1059,877)
lead-story-body: ··· ··· ··· ··· ··· ··· ··· ··· ··· ··· ··· ··· ··· ··· ··· ··· ··· ··· ··· ··· ··· ··· ··· ··· ··· ··· ··· ··· ··· ··· ··· ··· ··· ··· ··· ··· ··· ··· ··· ··· ··· ··· ··· ··· ··· ··· ··· ··· ··· ··· ··· ··· ··· ··· ··· ··· ··· ··· ··· ··· ··· ··· ··· ··· ··· ··· ··· ··· ··· ··· ··· ··· ··· ··· ··· ··· ··· ··· ··· ··· ··· ··· xyxy=(1327,161,1574,244)
ad-lottery xyxy=(549,36,793,132)
ad-kindergarten-title: ΠΡΟΤΥΠΟΝ ΝΗΠΙΑΓΩΓΕΙΟΝ xyxy=(573,662,769,676)
ad-agora-date: ΑΠΟ 1ης ΣΕΠΤΕΜΒΡΙΟΥ xyxy=(588,357,754,371)
ad-prodos xyxy=(16,969,283,1049)
ad-apollon-play: Ο ΑΜΑΞΑΣ ΤΟΥ ΜΟΥΣΣΗΝΗ xyxy=(312,517,520,574)
ad-gounarika-title-2: ΓΟΥΝΑΡΙΚΑ xyxy=(334,861,499,889)
ad-krassas-title: ΟΔΟΝΤΟΙΑΤΡΟΣ xyxy=(615,1110,728,1124)
ad-gounarika-title: ΓΟΥΝΑΡΙΚΑ xyxy=(334,800,499,829)
ad-notice-title: ΕΝΔΙΑΦΕΡΟΥΣΑ ΕΙΔΟΠΟΙΗΣΙΣ xyxy=(567,991,775,1005)
ad-wanted-2 xyxy=(549,918,793,983)
ad-insurance-title: ΑΣΦΑΛΕΙΑΙ ΚΙΝΔΥΝΩΝ ΠΟΛΕΜΟΥ xyxy=(33,916,267,930)
ad-insurance-agent: Κ. ΔΗΜΗΤΡΙΟΥ Ι. ΚΑΛΛΙΜΑΣΙΩΤΗ xyxy=(32,948,268,962)
ad-lyceum xyxy=(549,757,793,822)
ad-academy-title: ΑΚΑΔΗΜΙΑ xyxy=(570,831,772,866)
subhead-psifisan: ΨΗΦΙΣΑΝ ΔΙΑΤΑΞΕΙΝ xyxy=(1378,687,1526,701)
ad-rotisserie-sub: PARISIEN xyxy=(626,177,716,196)
ad-apollon-theatre xyxy=(297,411,535,618)
ad-fragkopoulos xyxy=(16,786,283,832)
ad-tobacco-body: ··· ··· ··· ··· ··· ··· ··· ··· ··· ··· ··· ··· ··· ··· ··· ··· ··· ··· ··· ··· ··· ··· ··· ··· ··· ··· ··· ··· ··· ··· ··· ··· ··· ··· ··· ··· xyxy=(299,1046,533,1088)
column-3 xyxy=(549,36,793,2308)
ad-dermata xyxy=(297,1175,535,1263)
ad-attikon-title-2: ΑΤΤΙΚΟΝ xyxy=(352,125,481,154)
ad-agora-largest: ΤΟ ΜΕΓΙΣΤΟΝ ΚΑΤΑΣΤΗΜΑ xyxy=(606,522,736,559)
ad-frontistirion-title: ΝΟΜΙΚΟΝ ΦΡΟΝΤΙΣΤΗΡΙΟΝ xyxy=(52,841,248,855)
parliament-layout xyxy=(807,517,1574,1258)
ad-practical-body: ··· ··· ··· ··· ··· ··· ··· ··· ··· ··· ··· ··· ··· ··· ··· ··· ··· ··· ··· ··· ··· ··· ··· ··· ··· ··· ··· ··· xyxy=(551,313,791,341)
ad-furs-title: ΓΟΥΝΕΣ ΓΟΥΝΑΡΙΚΑ ΓΟΥΝΕΣ xyxy=(49,635,251,648)
ad-pallas-center xyxy=(327,272,506,377)
ad-agkyra-dept: ΤΜΗΜΑ ΑΣΦΑΛΕΩΝ xyxy=(603,1391,739,1405)
ad-krallis xyxy=(16,727,283,786)
ad-mineral-water xyxy=(297,689,535,791)
ad-prodos-body: ··· ··· ··· ··· ··· ··· ··· ··· ··· ··· ··· ··· ··· ··· ··· ··· ··· ··· ··· ··· xyxy=(18,1014,282,1042)
